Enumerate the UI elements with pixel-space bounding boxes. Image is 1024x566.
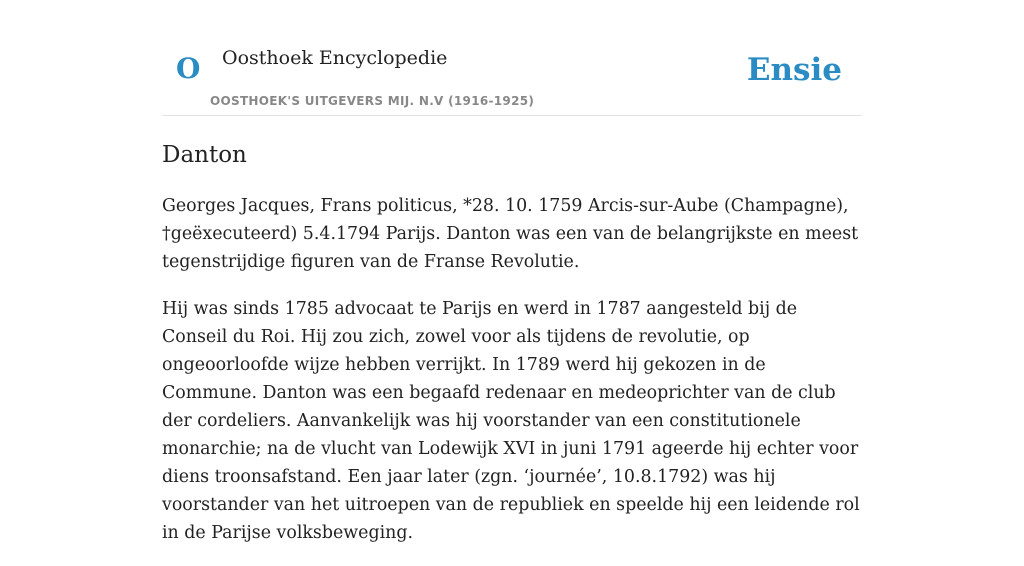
page-container xyxy=(162,0,862,543)
entry-title: Danton xyxy=(162,142,247,168)
publisher-label: OOSTHOEK'S UITGEVERS MIJ. N.V (1916-1925) xyxy=(210,94,535,108)
site-header xyxy=(162,0,862,116)
book-title[interactable]: Oosthoek Encyclopedie xyxy=(222,47,448,69)
entry-body xyxy=(162,192,862,566)
entry-paragraph: Georges Jacques, Frans politicus, *28. 10. 1759 Arcis-sur-Aube (Champagne), †geëxecuteerd) 5.4.1794 Parijs. Danton was een van de belangrijkste en meest tegenstrijdige figuren van de Franse Revolutie. xyxy=(162,196,859,272)
entry-paragraph: Hij was sinds 1785 advocaat te Parijs en werd in 1787 aangesteld bij de Conseil du Roi. Hij zou zich, zowel voor als tijdens de revolutie, op ongeoorloofde wijze hebben verrijkt. In 1789 werd hij gekozen in de Commune. Danton was een begaafd redenaar en medeoprichter van de club der cordeliers. Aanvankelijk was hij voorstander van een constitutionele monarchie; na de vlucht van Lodewijk XVI in juni 1791 ageerde hij echter voor diens troonsafstand. Een jaar later (zgn. ‘journée’, 10.8.1792) was hij voorstander van het uitroepen van de republiek en speelde hij een leidende rol in de Parijse volksbeweging. xyxy=(162,299,860,543)
logo-icon[interactable]: O xyxy=(176,52,201,85)
brand-logo[interactable]: Ensie xyxy=(746,52,842,88)
